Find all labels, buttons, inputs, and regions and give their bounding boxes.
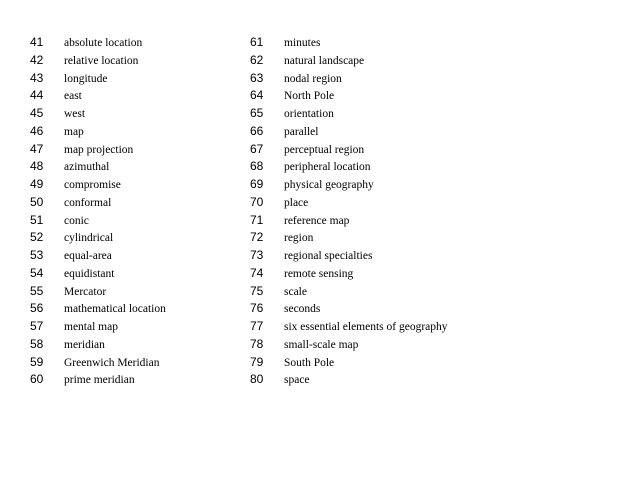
term-number: 61 bbox=[250, 35, 264, 49]
term-text: nodal region bbox=[284, 72, 342, 85]
term-number: 57 bbox=[30, 319, 44, 333]
term-number: 58 bbox=[30, 336, 44, 351]
term-text: region bbox=[284, 232, 314, 245]
term-row bbox=[30, 318, 166, 336]
term-number: 46 bbox=[30, 123, 44, 138]
term-text: small-scale map bbox=[284, 338, 359, 351]
term-row bbox=[30, 212, 166, 230]
term-number: 73 bbox=[250, 248, 264, 262]
term-number: 75 bbox=[250, 283, 264, 298]
term-row bbox=[30, 265, 166, 283]
term-text: South Pole bbox=[284, 356, 335, 369]
term-row bbox=[30, 52, 166, 70]
term-number: 67 bbox=[250, 141, 264, 156]
term-text: compromise bbox=[64, 179, 121, 191]
term-row bbox=[250, 247, 448, 265]
term-number: 62 bbox=[250, 52, 264, 67]
term-text: space bbox=[284, 374, 310, 387]
term-text: meridian bbox=[64, 338, 105, 351]
term-number: 76 bbox=[250, 301, 264, 316]
term-number: 47 bbox=[30, 141, 44, 156]
term-text: perceptual region bbox=[284, 143, 365, 156]
term-text: scale bbox=[284, 285, 307, 298]
term-text: equal-area bbox=[64, 250, 112, 262]
term-number: 63 bbox=[250, 70, 264, 85]
term-row bbox=[30, 176, 166, 194]
term-row bbox=[30, 87, 166, 105]
term-number: 66 bbox=[250, 123, 264, 138]
term-text: remote sensing bbox=[284, 267, 354, 280]
term-list-right bbox=[250, 34, 448, 389]
term-number: 60 bbox=[30, 372, 44, 387]
term-text: Mercator bbox=[64, 285, 107, 298]
term-row bbox=[30, 34, 166, 52]
term-row bbox=[250, 283, 448, 301]
term-number: 49 bbox=[30, 177, 44, 191]
term-text: conformal bbox=[64, 196, 112, 209]
term-row bbox=[30, 141, 166, 159]
term-number: 41 bbox=[30, 35, 44, 49]
term-text: North Pole bbox=[284, 90, 335, 103]
term-row bbox=[30, 300, 166, 318]
term-row bbox=[250, 176, 448, 194]
term-number: 59 bbox=[30, 354, 44, 369]
term-text: map bbox=[64, 125, 84, 138]
term-text: prime meridian bbox=[64, 374, 135, 387]
term-text: minutes bbox=[284, 37, 321, 49]
term-number: 80 bbox=[250, 372, 264, 387]
term-row bbox=[250, 105, 448, 123]
term-row bbox=[30, 283, 166, 301]
term-row bbox=[250, 354, 448, 372]
term-number: 52 bbox=[30, 230, 44, 245]
term-number: 64 bbox=[250, 88, 264, 103]
term-number: 53 bbox=[30, 248, 44, 262]
term-row bbox=[250, 158, 448, 176]
term-number: 48 bbox=[30, 159, 44, 174]
term-text: west bbox=[64, 108, 86, 120]
term-text: place bbox=[284, 196, 309, 209]
term-number: 45 bbox=[30, 106, 44, 120]
term-row bbox=[250, 194, 448, 212]
term-row bbox=[30, 247, 166, 265]
term-text: seconds bbox=[284, 303, 321, 316]
term-text: peripheral location bbox=[284, 161, 371, 174]
term-text: absolute location bbox=[64, 37, 143, 49]
term-text: natural landscape bbox=[284, 54, 365, 67]
term-number: 44 bbox=[30, 88, 44, 103]
term-row bbox=[250, 141, 448, 159]
term-row bbox=[250, 265, 448, 283]
term-text: relative location bbox=[64, 54, 139, 67]
term-row bbox=[250, 336, 448, 354]
term-number: 69 bbox=[250, 177, 264, 191]
term-row bbox=[250, 52, 448, 70]
term-text: mathematical location bbox=[64, 303, 166, 316]
term-number: 71 bbox=[250, 212, 264, 227]
term-text: regional specialties bbox=[284, 250, 373, 262]
term-row bbox=[30, 123, 166, 141]
term-row bbox=[250, 123, 448, 141]
term-row bbox=[250, 300, 448, 318]
term-row bbox=[250, 371, 448, 389]
term-text: longitude bbox=[64, 72, 108, 85]
term-text: equidistant bbox=[64, 267, 115, 280]
term-text: six essential elements of geography bbox=[284, 321, 448, 333]
term-number: 56 bbox=[30, 301, 44, 316]
term-number: 77 bbox=[250, 319, 264, 333]
term-number: 70 bbox=[250, 194, 264, 209]
term-number: 72 bbox=[250, 230, 264, 245]
term-list-left bbox=[30, 34, 166, 389]
term-number: 78 bbox=[250, 336, 264, 351]
term-row bbox=[30, 194, 166, 212]
term-row bbox=[250, 34, 448, 52]
term-row bbox=[250, 70, 448, 88]
term-number: 55 bbox=[30, 283, 44, 298]
term-number: 65 bbox=[250, 106, 264, 120]
term-row bbox=[30, 105, 166, 123]
term-text: cylindrical bbox=[64, 232, 114, 245]
term-number: 50 bbox=[30, 194, 44, 209]
term-row bbox=[250, 318, 448, 336]
term-number: 43 bbox=[30, 70, 44, 85]
term-text: azimuthal bbox=[64, 161, 110, 174]
term-text: reference map bbox=[284, 214, 350, 227]
term-number: 42 bbox=[30, 52, 44, 67]
term-number: 79 bbox=[250, 354, 264, 369]
term-text: map projection bbox=[64, 143, 134, 156]
term-row bbox=[30, 336, 166, 354]
term-row bbox=[30, 158, 166, 176]
term-text: physical geography bbox=[284, 179, 374, 191]
term-number: 54 bbox=[30, 265, 44, 280]
term-text: Greenwich Meridian bbox=[64, 356, 160, 369]
term-text: conic bbox=[64, 214, 89, 227]
term-row bbox=[250, 87, 448, 105]
term-text: mental map bbox=[64, 321, 118, 333]
term-number: 51 bbox=[30, 212, 44, 227]
term-number: 68 bbox=[250, 159, 264, 174]
term-row bbox=[30, 371, 166, 389]
term-row bbox=[30, 70, 166, 88]
term-number: 74 bbox=[250, 265, 264, 280]
term-text: orientation bbox=[284, 108, 334, 120]
term-row bbox=[250, 212, 448, 230]
term-row bbox=[30, 229, 166, 247]
term-row bbox=[30, 354, 166, 372]
term-text: east bbox=[64, 90, 82, 103]
term-text: parallel bbox=[284, 125, 319, 138]
term-row bbox=[250, 229, 448, 247]
